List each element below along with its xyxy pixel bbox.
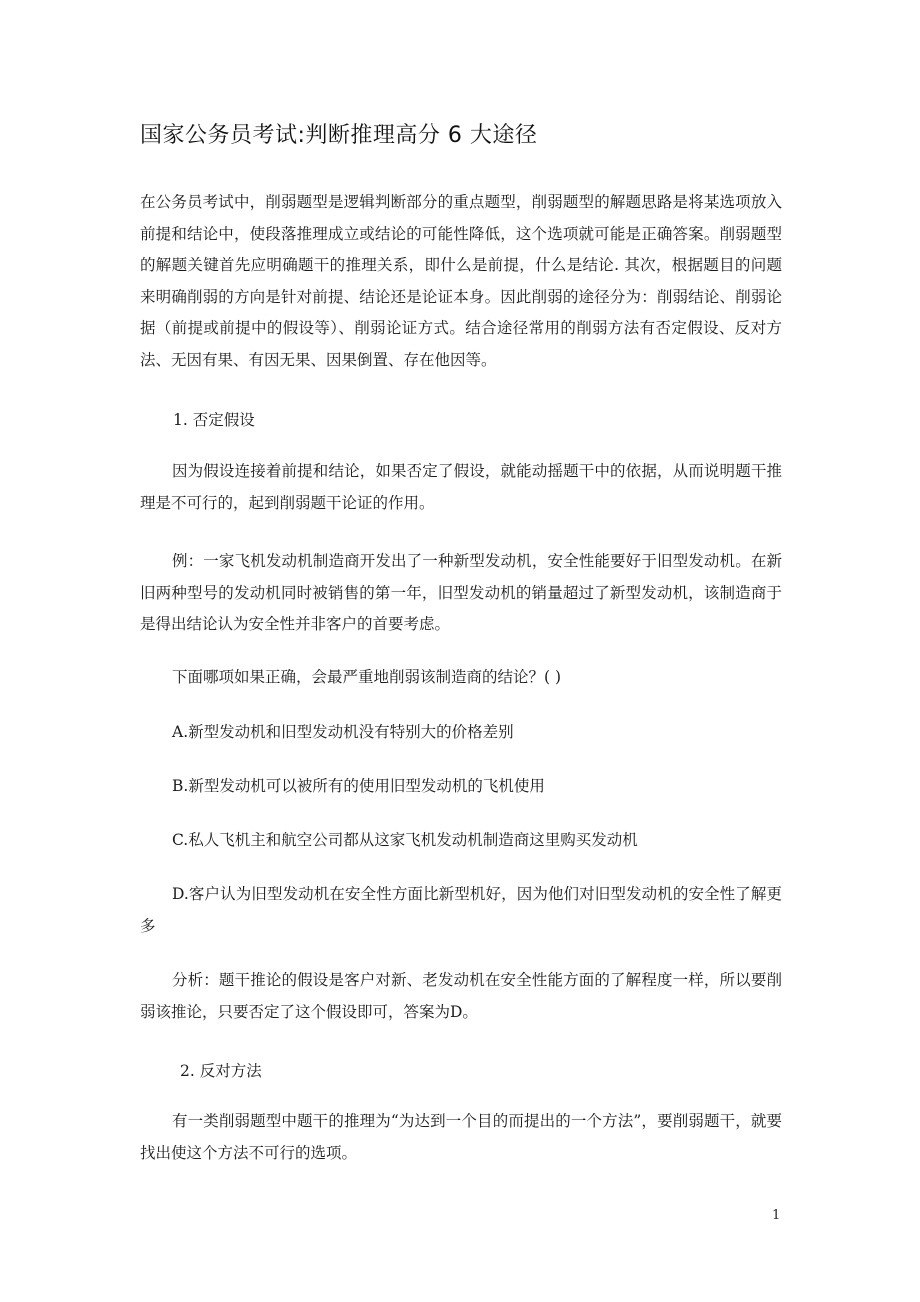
page-number: 1 (772, 1208, 781, 1223)
question-text: 下面哪项如果正确，会最严重地削弱该制造商的结论？( ) (172, 668, 562, 686)
option-b: B.新型发动机可以被所有的使用旧型发动机的飞机使用 (172, 777, 545, 795)
option-d: D.客户认为旧型发动机在安全性方面比新型机好，因为他们对旧型发动机的安全性了解更多 (140, 885, 782, 935)
section-heading-1: 1. 否定假设 (173, 411, 255, 429)
document-title: 国家公务员考试:判断推理高分 6 大途径 (140, 123, 538, 148)
section2-explanation: 有一类削弱题型中题干的推理为“为达到一个目的而提出的一个方法”，要削弱题干，就要找出使这个方法不可行的选项。 (140, 1112, 782, 1162)
option-a: A.新型发动机和旧型发动机没有特别大的价格差别 (172, 723, 514, 741)
section-heading-2: 2. 反对方法 (180, 1062, 262, 1080)
example-paragraph: 例：一家飞机发动机制造商开发出了一种新型发动机，安全性能要好于旧型发动机。在新旧两种型号的发动机同时被销售的第一年，旧型发动机的销量超过了新型发动机，该制造商于是得出结论认为安全性并非客户的首要考虑。 (140, 552, 782, 633)
analysis-paragraph: 分析：题干推论的假设是客户对新、老发动机在安全性能方面的了解程度一样，所以要削弱该推论，只要否定了这个假设即可，答案为D。 (140, 971, 782, 1021)
option-c: C.私人飞机主和航空公司都从这家飞机发动机制造商这里购买发动机 (172, 831, 638, 849)
intro-paragraph: 在公务员考试中，削弱题型是逻辑判断部分的重点题型，削弱题型的解题思路是将某选项放入前提和结论中，使段落推理成立或结论的可能性降低，这个选项就可能是正确答案。削弱题型的解题关键首先应明确题干的推理关系，即什么是前提，什么是结论. 其次，根据题目的问题来明确削弱的方向是针对前提、结论还是论证本身。因此削弱的途径分为：削弱结论、削弱论据（前提或前提中的假设等）、削弱论证方式。结合途径常用的削弱方法有否定假设、反对方法、无因有果、有因无果、因果倒置、存在他因等。 (140, 193, 782, 369)
section1-explanation: 因为假设连接着前提和结论，如果否定了假设，就能动摇题干中的依据，从而说明题干推理是不可行的，起到削弱题干论证的作用。 (140, 462, 782, 512)
